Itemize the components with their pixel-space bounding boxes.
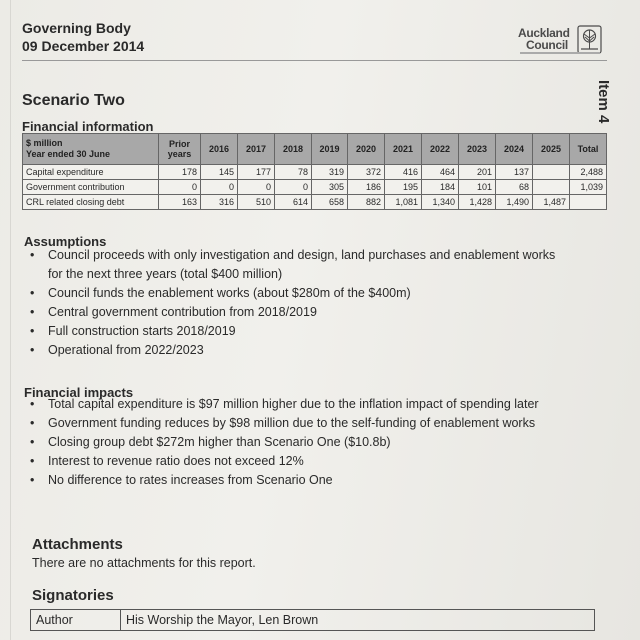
column-header: 2024	[496, 134, 533, 165]
table-row	[31, 610, 595, 631]
table-cell: 0	[275, 180, 312, 195]
attachments-text: There are no attachments for this report.	[32, 556, 256, 570]
column-header: 2017	[238, 134, 275, 165]
column-header: Prior years	[159, 134, 201, 165]
table-row	[23, 195, 607, 210]
table-cell: 1,039	[570, 180, 607, 195]
header-date: 09 December 2014	[22, 38, 145, 54]
list-item: • Closing group debt $272m higher than Scenario One ($10.8b)	[24, 433, 599, 452]
table-cell: 0	[201, 180, 238, 195]
tree-emblem-icon	[577, 25, 602, 55]
table-cell	[533, 165, 570, 180]
table-cell: 78	[275, 165, 312, 180]
list-item: • Operational from 2022/2023	[24, 341, 599, 360]
table-cell: 305	[312, 180, 348, 195]
logo-tagline	[520, 52, 600, 54]
logo-line-1: Auckland	[518, 26, 570, 40]
column-header: 2023	[459, 134, 496, 165]
column-header: 2021	[385, 134, 422, 165]
table-cell: 316	[201, 195, 238, 210]
signatories-table	[30, 609, 595, 631]
column-header: 2018	[275, 134, 312, 165]
assumptions-list	[24, 246, 599, 360]
table-header-label	[23, 134, 159, 165]
list-item: • No difference to rates increases from Scenario One	[24, 471, 599, 490]
table-cell: 416	[385, 165, 422, 180]
table-cell: 464	[422, 165, 459, 180]
list-item: • Government funding reduces by $98 million due to the self-funding of enablement works	[24, 414, 599, 433]
column-header: 2019	[312, 134, 348, 165]
table-cell: 1,487	[533, 195, 570, 210]
table-cell: 882	[348, 195, 385, 210]
table-cell: 195	[385, 180, 422, 195]
attachments-heading: Attachments	[32, 536, 123, 553]
table-cell: 0	[159, 180, 201, 195]
row-label: Government contribution	[23, 180, 159, 195]
table-cell: 1,428	[459, 195, 496, 210]
table-row	[23, 165, 607, 180]
table-cell: 319	[312, 165, 348, 180]
column-header: 2025	[533, 134, 570, 165]
section-title: Scenario Two	[22, 92, 125, 109]
table-cell: 0	[238, 180, 275, 195]
financial-table	[22, 133, 607, 210]
signatory-role: Author	[31, 610, 121, 631]
list-item: • Total capital expenditure is $97 million higher due to the inflation impact of spending later	[24, 395, 599, 414]
table-cell: 201	[459, 165, 496, 180]
page-edge	[10, 0, 11, 640]
list-item-continuation: for the next three years (total $400 million)	[48, 267, 283, 281]
financial-impacts-list	[24, 395, 599, 490]
list-item: • Council funds the enablement works (about $280m of the $400m)	[24, 284, 599, 303]
table-cell: 372	[348, 165, 385, 180]
table-cell	[570, 195, 607, 210]
year-label: Year ended 30 June	[26, 149, 111, 159]
list-item: • Full construction starts 2018/2019	[24, 322, 599, 341]
table-cell: 163	[159, 195, 201, 210]
table-cell: 145	[201, 165, 238, 180]
row-label: CRL related closing debt	[23, 195, 159, 210]
header-divider	[22, 60, 607, 61]
table-cell: 658	[312, 195, 348, 210]
table-cell	[533, 180, 570, 195]
table-cell: 2,488	[570, 165, 607, 180]
column-header: 2020	[348, 134, 385, 165]
table-cell: 1,340	[422, 195, 459, 210]
column-header: 2016	[201, 134, 238, 165]
list-item: • Central government contribution from 2018/2019	[24, 303, 599, 322]
auckland-council-logo	[516, 24, 606, 56]
units-label: $ million	[26, 138, 63, 148]
table-header-row	[23, 134, 607, 165]
column-header: 2022	[422, 134, 459, 165]
financial-info-heading: Financial information	[22, 119, 154, 134]
table-cell: 101	[459, 180, 496, 195]
table-cell: 614	[275, 195, 312, 210]
table-cell: 177	[238, 165, 275, 180]
side-item-tab: Item 4	[595, 80, 612, 124]
financial-impacts-heading: Financial impacts	[24, 385, 134, 400]
table-cell: 186	[348, 180, 385, 195]
table-cell: 1,081	[385, 195, 422, 210]
signatories-heading: Signatories	[32, 587, 114, 604]
column-header: Total	[570, 134, 607, 165]
row-label: Capital expenditure	[23, 165, 159, 180]
table-row	[23, 180, 607, 195]
header-title: Governing Body	[22, 20, 131, 36]
signatory-name: His Worship the Mayor, Len Brown	[121, 610, 595, 631]
table-cell: 1,490	[496, 195, 533, 210]
table-cell: 178	[159, 165, 201, 180]
table-cell: 510	[238, 195, 275, 210]
table-cell: 68	[496, 180, 533, 195]
assumptions-heading: Assumptions	[24, 234, 107, 249]
list-item: • Interest to revenue ratio does not exceed 12%	[24, 452, 599, 471]
table-cell: 184	[422, 180, 459, 195]
table-cell: 137	[496, 165, 533, 180]
logo-line-2: Council	[526, 38, 568, 52]
list-item: • Council proceeds with only investigation and design, land purchases and enablement works	[24, 246, 599, 265]
